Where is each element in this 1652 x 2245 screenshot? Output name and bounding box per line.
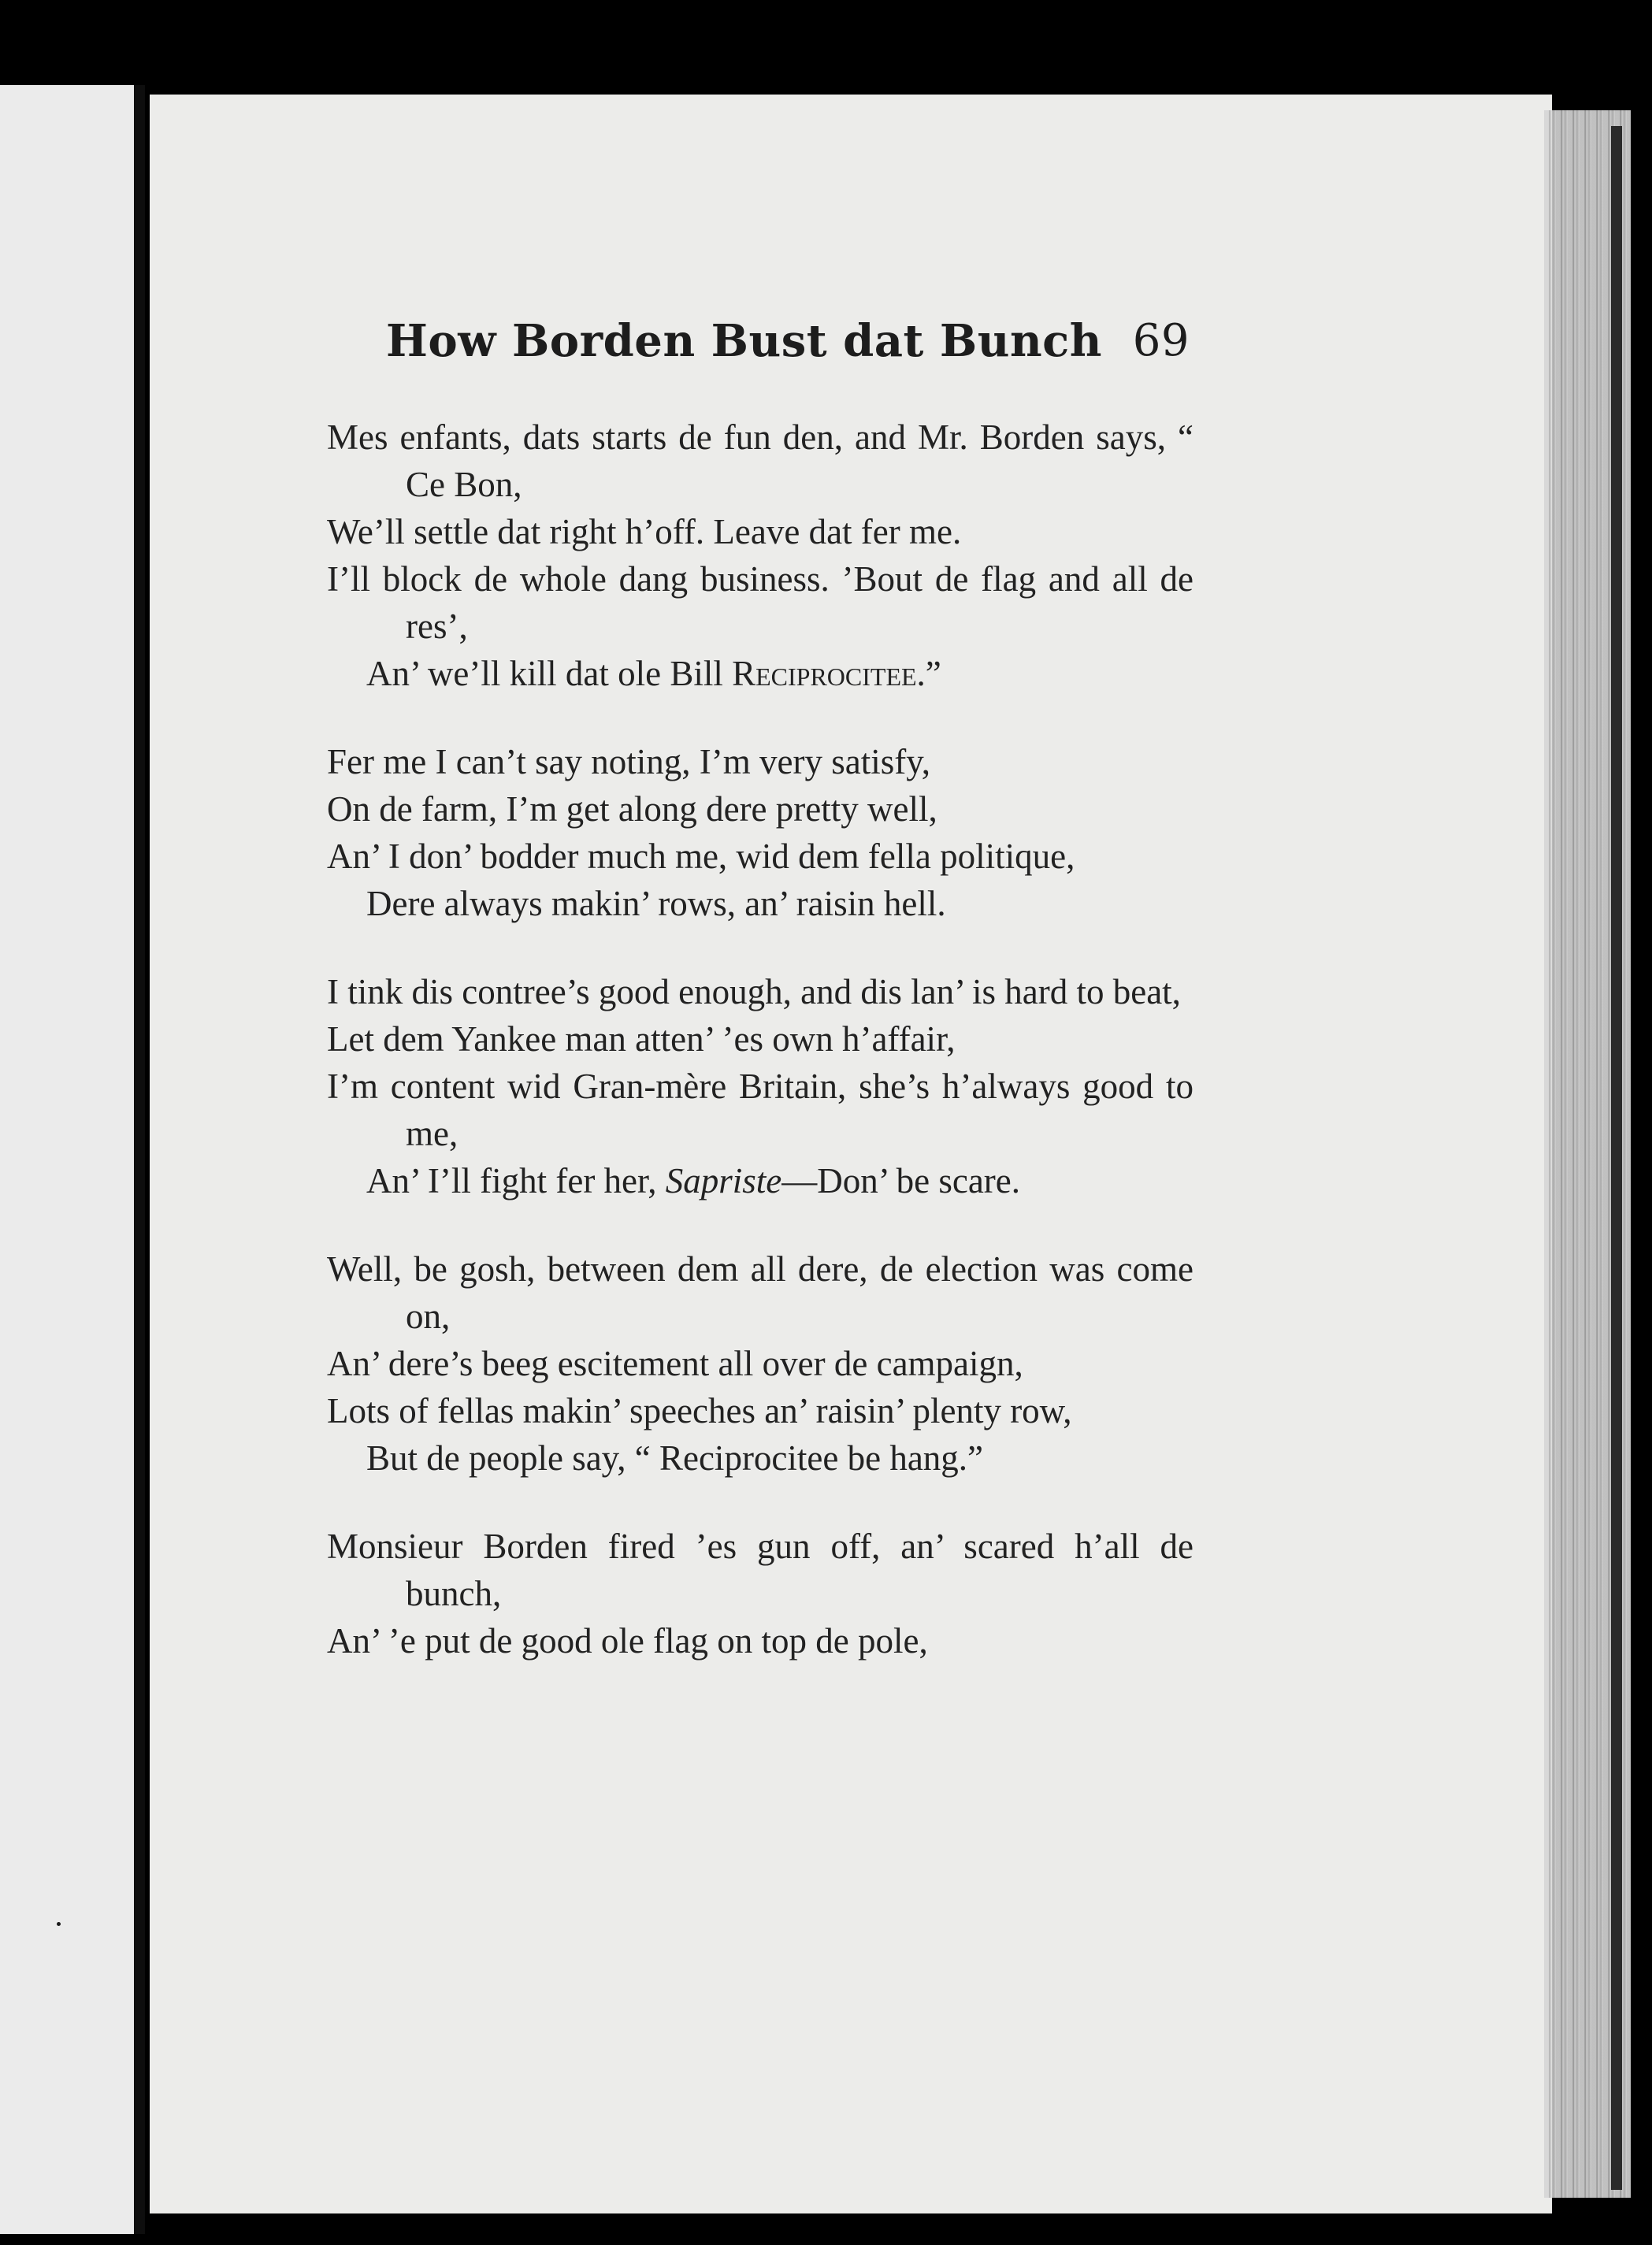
poem-line: Mes enfants, dats starts de fun den, and Mr. Borden says, “ Ce Bon, [327, 417, 1194, 504]
running-head [386, 315, 1190, 367]
line-text: .” [916, 654, 941, 693]
poem-line: An’ I don’ bodder much me, wid dem fella politique, [327, 837, 1075, 876]
italic-text: Sapriste [665, 1161, 782, 1200]
poem-line: Let dem Yankee man atten’ ’es own h’affair, [327, 1019, 956, 1059]
poem-line: I’m content wid Gran-mère Britain, she’s h’always good to me, [327, 1067, 1194, 1153]
poem-line-refrain [327, 650, 1194, 697]
line-text: An’ we’ll kill dat ole Bill [366, 654, 733, 693]
stanza [327, 738, 1194, 927]
facing-page-edge [0, 85, 145, 2234]
poem-line-refrain [327, 1157, 1194, 1204]
line-text: An’ I’ll fight fer her, [366, 1161, 666, 1200]
poem-line-refrain: Dere always makin’ rows, an’ raisin hell. [366, 884, 946, 923]
stanza [327, 968, 1194, 1204]
binding-shadow [1611, 126, 1622, 2190]
poem-line: An’ ’e put de good ole flag on top de pole, [327, 1621, 928, 1661]
small-caps-text: Reciprocitee [732, 654, 917, 693]
page-number: 69 [1132, 315, 1190, 366]
line-text: —Don’ be scare. [781, 1161, 1021, 1200]
poem-line: We’ll settle dat right h’off. Leave dat fer me. [327, 512, 962, 551]
poem-line-refrain: But de people say, “ Reciprocitee be hang.” [366, 1438, 984, 1478]
poem-line: Well, be gosh, between dem all dere, de election was come on, [327, 1249, 1194, 1336]
poem-line: I’ll block de whole dang business. ’Bout de flag and all de res’, [327, 559, 1194, 646]
stanza [327, 414, 1194, 697]
stanza [327, 1523, 1194, 1664]
poem-line: I tink dis contree’s good enough, and dis lan’ is hard to beat, [327, 972, 1181, 1011]
poem-body [327, 414, 1194, 1705]
stanza [327, 1245, 1194, 1482]
poem-line: On de farm, I’m get along dere pretty well, [327, 789, 937, 829]
poem-line: An’ dere’s beeg escitement all over de campaign, [327, 1344, 1023, 1383]
poem-line: Monsieur Borden fired ’es gun off, an’ scared h’all de bunch, [327, 1527, 1194, 1613]
poem-line: Lots of fellas makin’ speeches an’ raisin’ plenty row, [327, 1391, 1072, 1430]
poem-line: Fer me I can’t say noting, I’m very satisfy, [327, 742, 931, 781]
running-head-title: How Borden Bust dat Bunch [386, 315, 1102, 367]
scan-speck [57, 1922, 61, 1926]
